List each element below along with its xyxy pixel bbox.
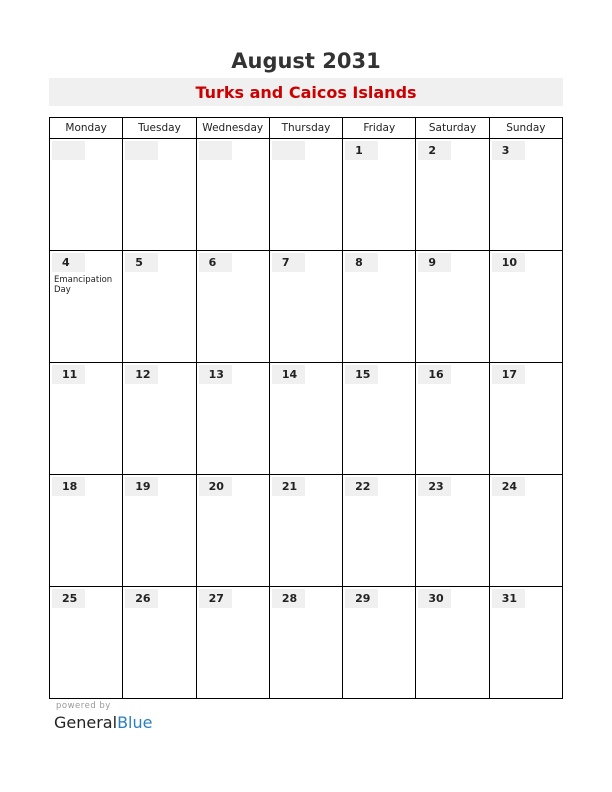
holiday-label: Emancipation Day bbox=[54, 275, 113, 295]
day-number: 12 bbox=[125, 365, 158, 384]
day-number: 15 bbox=[345, 365, 378, 384]
week-row bbox=[50, 363, 563, 475]
day-cell bbox=[50, 139, 123, 251]
weekday-thursday: Thursday bbox=[269, 118, 342, 139]
day-cell bbox=[416, 475, 489, 587]
day-cell bbox=[343, 363, 416, 475]
day-number: 18 bbox=[52, 477, 85, 496]
day-number: 24 bbox=[492, 477, 525, 496]
day-number: 27 bbox=[199, 589, 232, 608]
weekday-friday: Friday bbox=[343, 118, 416, 139]
weekday-tuesday: Tuesday bbox=[123, 118, 196, 139]
day-cell bbox=[123, 475, 196, 587]
day-cell bbox=[416, 251, 489, 363]
day-number: 10 bbox=[492, 253, 525, 272]
day-number: 17 bbox=[492, 365, 525, 384]
day-number: 9 bbox=[418, 253, 451, 272]
day-cell bbox=[416, 587, 489, 699]
day-number: 19 bbox=[125, 477, 158, 496]
day-number: 14 bbox=[272, 365, 305, 384]
day-number: 22 bbox=[345, 477, 378, 496]
day-number: 1 bbox=[345, 141, 378, 160]
day-number: 8 bbox=[345, 253, 378, 272]
day-cell bbox=[269, 251, 342, 363]
day-cell bbox=[196, 475, 269, 587]
day-cell bbox=[269, 587, 342, 699]
day-number bbox=[272, 141, 305, 160]
day-number: 20 bbox=[199, 477, 232, 496]
day-cell bbox=[196, 139, 269, 251]
day-cell bbox=[50, 363, 123, 475]
day-number: 13 bbox=[199, 365, 232, 384]
weekday-saturday: Saturday bbox=[416, 118, 489, 139]
day-number: 3 bbox=[492, 141, 525, 160]
day-cell bbox=[50, 587, 123, 699]
brand-general: General bbox=[54, 713, 118, 732]
day-cell bbox=[489, 363, 562, 475]
day-cell bbox=[343, 251, 416, 363]
day-cell bbox=[416, 363, 489, 475]
weekday-monday: Monday bbox=[50, 118, 123, 139]
calendar-grid bbox=[49, 117, 563, 699]
day-number: 26 bbox=[125, 589, 158, 608]
day-cell bbox=[489, 251, 562, 363]
day-cell bbox=[269, 475, 342, 587]
day-cell bbox=[50, 251, 123, 363]
generalblue-logo bbox=[54, 713, 152, 732]
day-cell bbox=[196, 251, 269, 363]
day-number bbox=[125, 141, 158, 160]
powered-by-text: powered by bbox=[56, 701, 111, 711]
day-number: 30 bbox=[418, 589, 451, 608]
week-row bbox=[50, 139, 563, 251]
day-cell bbox=[123, 251, 196, 363]
day-number bbox=[199, 141, 232, 160]
day-cell bbox=[269, 139, 342, 251]
day-cell bbox=[123, 363, 196, 475]
day-number: 29 bbox=[345, 589, 378, 608]
day-number: 2 bbox=[418, 141, 451, 160]
day-cell bbox=[489, 587, 562, 699]
day-cell bbox=[416, 139, 489, 251]
day-cell bbox=[489, 139, 562, 251]
week-row bbox=[50, 251, 563, 363]
country-name: Turks and Caicos Islands bbox=[195, 83, 417, 102]
week-row bbox=[50, 475, 563, 587]
day-number: 28 bbox=[272, 589, 305, 608]
day-number: 6 bbox=[199, 253, 232, 272]
day-number: 21 bbox=[272, 477, 305, 496]
day-cell bbox=[269, 363, 342, 475]
calendar-title: August 2031 bbox=[231, 49, 381, 73]
day-cell bbox=[343, 475, 416, 587]
day-number: 4 bbox=[52, 253, 85, 272]
weekday-sunday: Sunday bbox=[489, 118, 562, 139]
day-cell bbox=[343, 139, 416, 251]
day-number: 25 bbox=[52, 589, 85, 608]
day-cell bbox=[489, 475, 562, 587]
week-row bbox=[50, 587, 563, 699]
day-number: 16 bbox=[418, 365, 451, 384]
day-cell bbox=[196, 363, 269, 475]
day-cell bbox=[196, 587, 269, 699]
weekday-header-row bbox=[50, 118, 563, 139]
country-banner bbox=[49, 78, 563, 106]
day-number: 23 bbox=[418, 477, 451, 496]
day-cell bbox=[50, 475, 123, 587]
day-cell bbox=[123, 139, 196, 251]
day-number: 7 bbox=[272, 253, 305, 272]
day-number: 11 bbox=[52, 365, 85, 384]
day-number: 5 bbox=[125, 253, 158, 272]
brand-blue: Blue bbox=[117, 713, 153, 732]
weekday-wednesday: Wednesday bbox=[196, 118, 269, 139]
day-cell bbox=[123, 587, 196, 699]
day-cell bbox=[343, 587, 416, 699]
day-number bbox=[52, 141, 85, 160]
day-number: 31 bbox=[492, 589, 525, 608]
